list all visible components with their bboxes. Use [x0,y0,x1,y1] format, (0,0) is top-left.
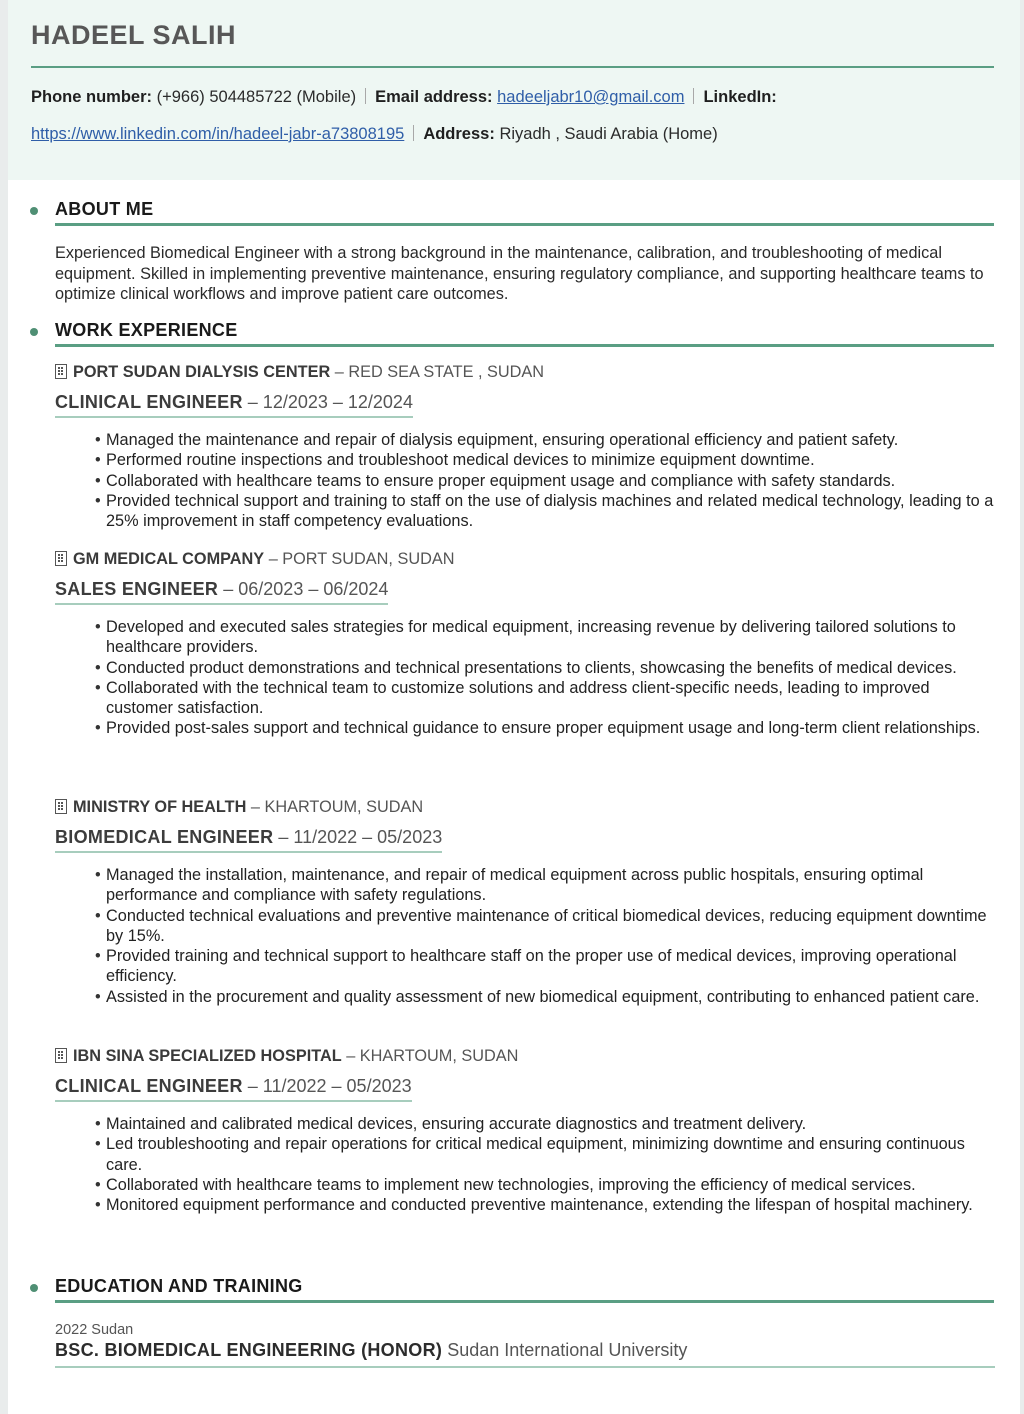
building-icon [55,551,67,566]
contact-line-2 [31,125,718,144]
company-line [55,550,995,572]
company-location: – KHARTOUM, SUDAN [346,1047,519,1065]
job-entry [55,798,995,1007]
section-title: EDUCATION AND TRAINING [55,1276,303,1296]
phone-value: (+966) 504485722 (Mobile) [156,88,357,106]
bullet-item: • Assisted in the procurement and quality assessment of new biomedical equipment, contributing to enhanced patient care. [95,987,995,1007]
bullet-item: • Conducted product demonstrations and technical presentations to clients, showcasing the benefits of medical devices. [95,658,995,678]
education-date-place: 2022 Sudan [55,1322,134,1338]
bullet-item: • Collaborated with the technical team to customize solutions and address client-specific needs, leading to improved customer satisfaction. [95,678,995,719]
role-dates: – 11/2022 – 05/2023 [278,827,443,847]
bullet-item: • Provided training and technical support to healthcare staff on the proper use of medical devices, improving operational efficiency. [95,946,995,987]
email-label: Email address: [375,88,493,106]
role-title: CLINICAL ENGINEER [55,392,243,412]
education-degree [55,1340,995,1368]
about-text: Experienced Biomedical Engineer with a strong background in the maintenance, calibration, and troubleshooting of medical equipment. Skilled in implementing preventive maintenance, ensuring regulatory compliance, and supporting healthcare teams to optimize clinical workflows and improve patient care outcomes. [55,244,984,303]
role-dates: – 12/2023 – 12/2024 [247,392,413,412]
company-name: IBN SINA SPECIALIZED HOSPITAL [73,1047,342,1065]
email-link[interactable]: hadeeljabr10@gmail.com [497,88,685,106]
role-title: CLINICAL ENGINEER [55,1076,243,1096]
building-icon [55,1048,67,1063]
section-title: WORK EXPERIENCE [55,320,238,340]
job-bullets [95,617,995,739]
bullet-item: • Provided post-sales support and technical guidance to ensure proper equipment usage and long-term client relationships. [95,718,995,738]
bullet-item: • Provided technical support and training to staff on the use of dialysis machines and related medical technology, leading to a 25% improvement in staff competency evaluations. [95,491,995,532]
bullet-item: • Maintained and calibrated medical devices, ensuring accurate diagnostics and treatment delivery. [95,1114,995,1134]
separator [693,88,694,104]
role-dates: – 11/2022 – 05/2023 [247,1076,412,1096]
section-divider [55,344,994,347]
linkedin-link[interactable]: https://www.linkedin.com/in/hadeel-jabr-a73808195 [31,125,405,143]
bullet-item: • Collaborated with healthcare teams to implement new technologies, improving the efficiency of medical services. [95,1175,995,1195]
job-role [55,579,388,605]
address-value: Riyadh , Saudi Arabia (Home) [499,125,718,143]
resume-page [8,0,1020,1414]
job-role [55,827,442,853]
building-icon [55,364,67,379]
job-entry [55,550,995,739]
contact-line-1 [31,88,777,107]
job-bullets [95,430,995,531]
bullet-item: • Managed the maintenance and repair of dialysis equipment, ensuring operational efficiency and patient safety. [95,430,995,450]
bullet-item: • Collaborated with healthcare teams to ensure proper equipment usage and compliance with safety standards. [95,471,995,491]
job-bullets [95,865,995,1007]
job-bullets [95,1114,995,1215]
separator [413,125,414,141]
job-role [55,392,413,418]
institution-name: Sudan International University [447,1340,688,1360]
section-divider [55,223,994,226]
company-location: – KHARTOUM, SUDAN [250,798,424,816]
section-bullet-icon [30,328,38,336]
section-bullet-icon [30,207,38,215]
role-title: SALES ENGINEER [55,579,219,599]
linkedin-label: LinkedIn: [703,88,777,106]
phone-label: Phone number: [31,88,153,106]
section-divider [55,1300,994,1303]
bullet-item: • Led troubleshooting and repair operations for critical medical equipment, minimizing downtime and ensuring continuous care. [95,1134,995,1175]
company-line [55,1047,995,1069]
bullet-item: • Performed routine inspections and troubleshoot medical devices to minimize equipment downtime. [95,450,995,470]
bullet-item: • Developed and executed sales strategies for medical equipment, increasing revenue by delivering tailored solutions to healthcare providers. [95,617,995,658]
degree-title: BSC. BIOMEDICAL ENGINEERING (HONOR) [55,1340,443,1360]
resume-header [8,0,1020,180]
section-bullet-icon [30,1284,38,1292]
bullet-item: • Managed the installation, maintenance, and repair of medical equipment across public hospitals, ensuring optimal performance and compliance with safety regulations. [95,865,995,906]
company-location: – PORT SUDAN, SUDAN [268,550,455,568]
company-line [55,363,995,385]
role-dates: – 06/2023 – 06/2024 [223,579,389,599]
company-name: PORT SUDAN DIALYSIS CENTER [73,363,331,381]
separator [365,88,366,104]
job-role [55,1076,412,1102]
section-title: ABOUT ME [55,199,154,219]
company-name: GM MEDICAL COMPANY [73,550,265,568]
header-divider [31,66,994,68]
bullet-item: • Conducted technical evaluations and preventive maintenance of critical biomedical devices, reducing equipment downtime by 15%. [95,906,995,947]
company-name: MINISTRY OF HEALTH [73,798,247,816]
address-label: Address: [423,125,495,143]
role-title: BIOMEDICAL ENGINEER [55,827,274,847]
bullet-item: • Monitored equipment performance and conducted preventive maintenance, extending the lifespan of hospital machinery. [95,1195,995,1215]
job-entry [55,363,995,531]
building-icon [55,799,67,814]
candidate-name: HADEEL SALIH [31,20,237,50]
company-location: – RED SEA STATE , SUDAN [334,363,545,381]
job-entry [55,1047,995,1215]
company-line [55,798,995,820]
